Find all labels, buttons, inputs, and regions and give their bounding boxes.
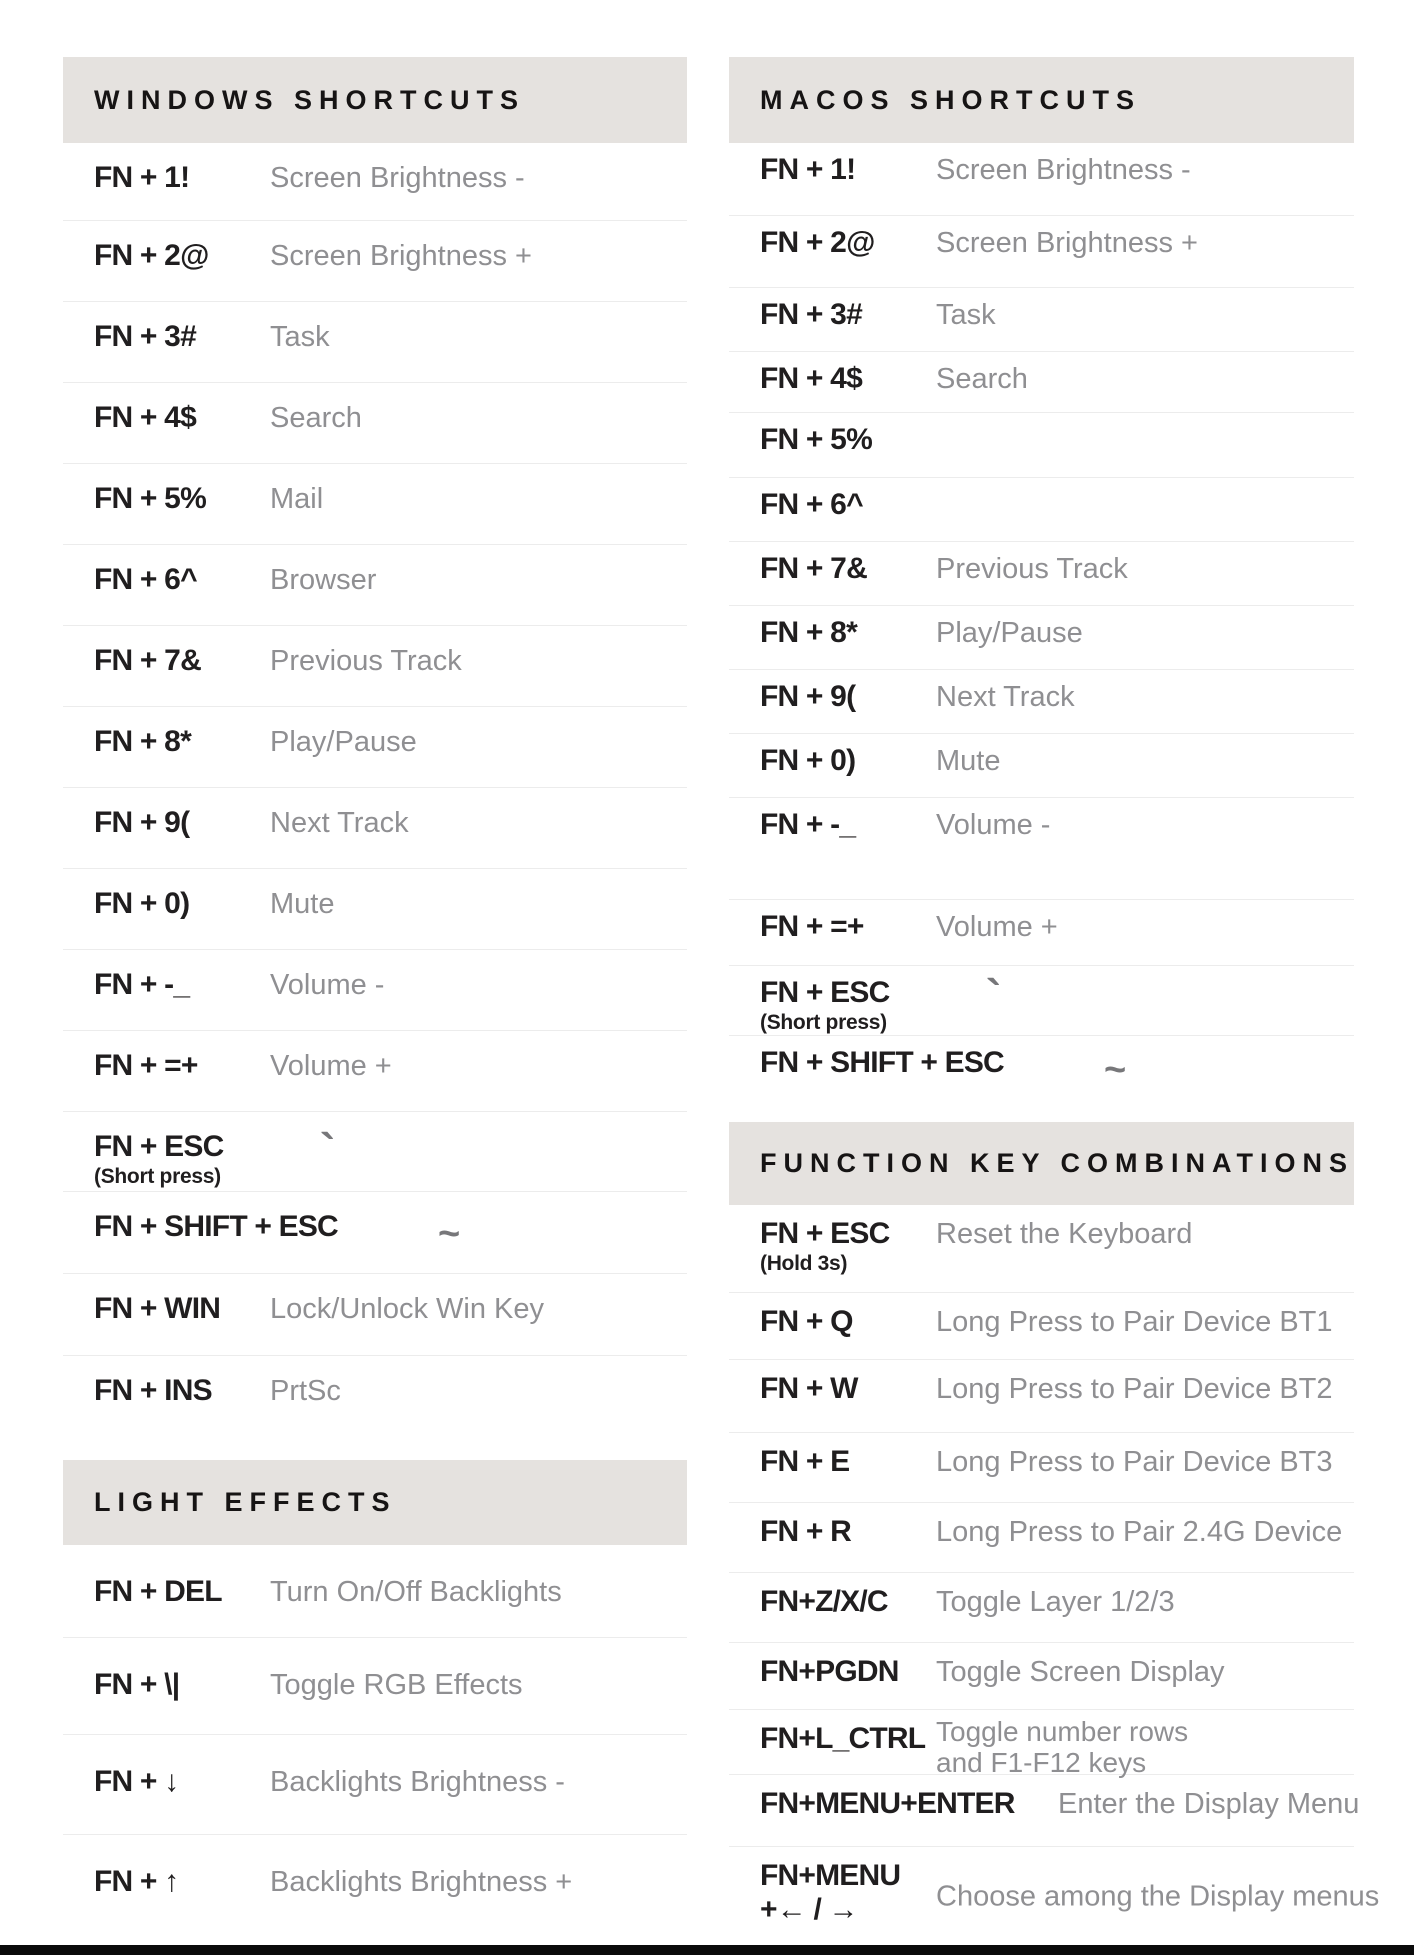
- key-description: Toggle Layer 1/2/3: [936, 1586, 1175, 1618]
- shortcut-row: [63, 950, 687, 1031]
- key-combo: FN + Q: [760, 1305, 853, 1338]
- key-combo: FN + E: [760, 1445, 850, 1478]
- key-combo: FN + 9(: [94, 806, 190, 839]
- shortcut-row: [63, 1735, 687, 1835]
- key-combo: FN + INS: [94, 1374, 212, 1407]
- key-description: Volume +: [936, 911, 1058, 943]
- key-combo: FN + 0): [94, 887, 190, 920]
- key-combo: FN + =+: [94, 1049, 198, 1082]
- key-combo-note: (Short press): [760, 1011, 887, 1034]
- key-combo: FN + 5%: [760, 423, 872, 456]
- shortcut-row: [729, 542, 1354, 606]
- shortcut-row: [729, 734, 1354, 798]
- key-combo: FN+Z/X/C: [760, 1585, 888, 1618]
- key-description: Volume +: [270, 1050, 392, 1082]
- key-combo: FN + -_: [94, 968, 190, 1001]
- key-combo: FN + 3#: [94, 320, 196, 353]
- shortcut-row: [729, 143, 1354, 216]
- key-combo: FN + 9(: [760, 680, 856, 713]
- section-header-macos-shortcuts: MACOS SHORTCUTS: [729, 57, 1354, 143]
- key-description: Choose among the Display menus: [936, 1880, 1380, 1913]
- key-description: Long Press to Pair 2.4G Device: [936, 1516, 1343, 1548]
- shortcut-row: [729, 1036, 1354, 1100]
- right-column: [729, 57, 1380, 1926]
- key-combo: FN + ↑: [94, 1865, 179, 1898]
- key-description: Screen Brightness +: [936, 227, 1198, 259]
- key-description: Mail: [270, 483, 324, 515]
- key-description: Screen Brightness -: [936, 154, 1191, 186]
- section-function-key-combinations: [729, 1122, 1380, 1945]
- shortcut-row: [729, 1775, 1360, 1847]
- key-combo: FN + W: [760, 1372, 858, 1405]
- key-combo: FN + R: [760, 1515, 852, 1548]
- key-description: Previous Track: [270, 645, 462, 677]
- key-description: Backlights Brightness -: [270, 1766, 565, 1798]
- key-description: Lock/Unlock Win Key: [270, 1293, 544, 1325]
- key-description: Reset the Keyboard: [936, 1218, 1193, 1250]
- key-combo: FN + 5%: [94, 482, 206, 515]
- key-combo: FN + DEL: [94, 1575, 222, 1608]
- key-combo: FN + 8*: [760, 616, 857, 649]
- key-combo: FN + 2@: [760, 226, 875, 259]
- shortcut-row: [63, 1835, 687, 1945]
- shortcut-row: [729, 413, 1354, 478]
- shortcut-row: [729, 1360, 1354, 1433]
- key-combo: FN + 3#: [760, 298, 862, 331]
- key-description: Play/Pause: [270, 726, 417, 758]
- key-combo: FN+PGDN: [760, 1655, 899, 1688]
- shortcut-row: [729, 288, 1354, 352]
- section-header-function-key-combinations: FUNCTION KEY COMBINATIONS: [729, 1122, 1354, 1205]
- key-description: Toggle RGB Effects: [270, 1669, 523, 1701]
- function-key-list: [729, 1205, 1380, 1945]
- shortcut-row: [63, 869, 687, 950]
- key-combo: FN + 0): [760, 744, 856, 777]
- key-combo: FN+MENU+ENTER: [760, 1787, 1015, 1820]
- key-description: Enter the Display Menu: [1058, 1788, 1360, 1820]
- shortcut-row: [729, 1710, 1354, 1778]
- key-combo: FN + SHIFT + ESC: [94, 1210, 338, 1243]
- shortcut-row: [729, 900, 1354, 966]
- shortcut-row: [63, 1356, 687, 1436]
- shortcut-row: [63, 545, 687, 626]
- key-description: [936, 1716, 1356, 1778]
- key-combo: FN + ESC (Short press): [760, 966, 1354, 1036]
- section-header-light-effects: LIGHT EFFECTS: [63, 1460, 687, 1545]
- key-description: Mute: [936, 745, 1001, 777]
- key-description: Search: [270, 402, 362, 434]
- light-effects-list: [63, 1545, 687, 1945]
- key-description: Play/Pause: [936, 617, 1083, 649]
- shortcut-row: [729, 1503, 1354, 1573]
- key-description: Turn On/Off Backlights: [270, 1576, 562, 1608]
- key-description: Screen Brightness +: [270, 240, 532, 272]
- backtick-symbol: `: [986, 970, 1002, 1022]
- left-column: [63, 57, 687, 1898]
- shortcut-row: [729, 798, 1354, 900]
- macos-shortcut-list: [729, 143, 1354, 1100]
- key-description: Volume -: [936, 809, 1051, 841]
- key-combo: FN + 7&: [760, 552, 867, 585]
- shortcut-row: [63, 464, 687, 545]
- key-combo: FN + -_: [760, 808, 856, 841]
- key-description: Long Press to Pair Device BT2: [936, 1373, 1333, 1405]
- shortcut-row: [63, 1192, 687, 1274]
- shortcut-row: [63, 1274, 687, 1356]
- shortcut-row: [729, 1643, 1354, 1710]
- shortcut-row: [63, 1031, 687, 1112]
- key-combo: FN + 6^: [94, 563, 197, 596]
- key-combo: FN + ESC (Short press): [94, 1112, 687, 1190]
- shortcut-row: [729, 1293, 1354, 1360]
- key-description: Long Press to Pair Device BT1: [936, 1306, 1333, 1338]
- shortcut-row: [729, 606, 1354, 670]
- key-combo: FN + ESC (Hold 3s): [760, 1205, 1354, 1277]
- tilde-symbol: ~: [438, 1213, 461, 1255]
- shortcut-row: [729, 1573, 1354, 1643]
- key-combo: FN + 1!: [760, 153, 856, 186]
- key-description-line: and F1-F12 keys: [936, 1747, 1147, 1778]
- key-description: Long Press to Pair Device BT3: [936, 1446, 1333, 1478]
- shortcut-row: [729, 670, 1354, 734]
- key-description: Backlights Brightness +: [270, 1866, 573, 1898]
- shortcut-row: [729, 478, 1354, 542]
- key-combo: FN + 7&: [94, 644, 201, 677]
- key-description: Next Track: [270, 807, 409, 839]
- key-combo: FN + ↓: [94, 1765, 179, 1798]
- key-combo-line2: +← / →: [760, 1893, 858, 1926]
- key-description: Previous Track: [936, 553, 1128, 585]
- key-combo: FN + 1!: [94, 161, 190, 194]
- key-description: Toggle Screen Display: [936, 1656, 1225, 1688]
- shortcut-row: [63, 383, 687, 464]
- key-combo: FN + =+: [760, 910, 864, 943]
- shortcut-row: [63, 1638, 687, 1735]
- key-combo: FN + 8*: [94, 725, 191, 758]
- bottom-border-bar: [0, 1945, 1414, 1955]
- key-description: Screen Brightness -: [270, 162, 525, 194]
- key-combo: FN + 4$: [94, 401, 196, 434]
- key-combo: FN+L_CTRL: [760, 1722, 926, 1755]
- shortcut-row: [63, 302, 687, 383]
- shortcut-row: [729, 1205, 1354, 1293]
- key-description-line: Toggle number rows: [936, 1716, 1189, 1747]
- shortcut-row: [729, 352, 1354, 413]
- shortcut-row: [63, 1545, 687, 1638]
- tilde-symbol: ~: [1104, 1049, 1127, 1091]
- shortcut-row: [729, 1847, 1380, 1945]
- shortcut-row: [63, 143, 687, 221]
- section-windows-shortcuts: [63, 57, 687, 1436]
- section-light-effects: [63, 1460, 687, 1945]
- shortcut-row: [63, 1112, 687, 1192]
- key-combo: FN + 4$: [760, 362, 862, 395]
- key-description: Volume -: [270, 969, 385, 1001]
- key-combo: FN + SHIFT + ESC: [760, 1046, 1004, 1079]
- key-description: Task: [270, 321, 330, 353]
- key-description: PrtSc: [270, 1375, 341, 1407]
- key-combo-note: (Short press): [94, 1165, 221, 1188]
- shortcut-row: [729, 1433, 1354, 1503]
- key-description: Browser: [270, 564, 377, 596]
- key-combo: FN + WIN: [94, 1292, 221, 1325]
- key-description: Search: [936, 363, 1028, 395]
- shortcut-row: [63, 707, 687, 788]
- key-description: Task: [936, 299, 996, 331]
- key-combo: FN + 6^: [760, 488, 863, 521]
- shortcut-row: [63, 626, 687, 707]
- section-macos-shortcuts: [729, 57, 1354, 1100]
- key-combo: FN+MENU +← / →: [760, 1847, 1354, 1927]
- key-description: Next Track: [936, 681, 1075, 713]
- key-combo: FN + \|: [94, 1668, 180, 1701]
- shortcut-row: [729, 966, 1354, 1036]
- shortcut-row: [729, 216, 1354, 288]
- section-header-windows-shortcuts: WINDOWS SHORTCUTS: [63, 57, 687, 143]
- shortcut-row: [63, 221, 687, 302]
- backtick-symbol: `: [320, 1124, 336, 1176]
- key-combo: FN + 2@: [94, 239, 209, 272]
- windows-shortcut-list: [63, 143, 687, 1436]
- key-combo-note: (Hold 3s): [760, 1252, 848, 1275]
- shortcut-row: [63, 788, 687, 869]
- key-description: Mute: [270, 888, 335, 920]
